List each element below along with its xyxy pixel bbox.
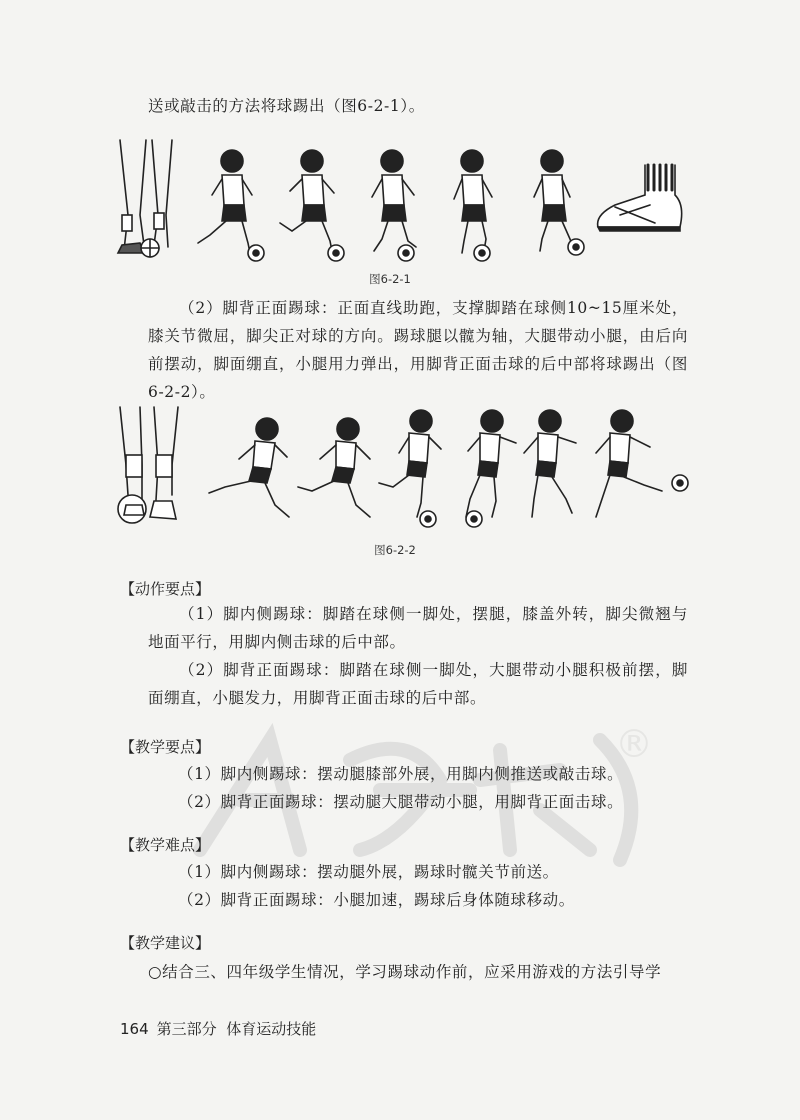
intro-line: 送或敲击的方法将球踢出（图6-2-1）。 (148, 97, 425, 115)
figure-6-2-2-caption: 图6-2-2 (374, 543, 416, 557)
figure-6-2-2-illustration (110, 405, 695, 540)
page-footer (120, 1018, 316, 1039)
teaching-difficulty-2: （2）脚背正面踢球：小腿加速，踢球后身体随球移动。 (178, 891, 575, 909)
registered-mark: ® (615, 722, 653, 766)
teaching-difficulty-1: （1）脚内侧踢球：摆动腿外展，踢球时髋关节前送。 (178, 863, 559, 881)
teaching-point-2: （2）脚背正面踢球：摆动腿大腿带动小腿，用脚背正面击球。 (178, 793, 624, 811)
section-heading-teaching-suggestions: 【教学建议】 (120, 934, 211, 952)
section-heading-action-points: 【动作要点】 (120, 580, 211, 598)
footer-part: 第三部分 (156, 1020, 217, 1038)
action-point-2: （2）脚背正面踢球：脚踏在球侧一脚处，大腿带动小腿积极前摆，脚面绷直，小腿发力，用脚背正面击球的后中部。 (148, 661, 688, 707)
footer-title: 体育运动技能 (226, 1020, 317, 1038)
kick-instep-description: （2）脚背正面踢球：正面直线助跑，支撑脚踏在球侧10~15厘米处，膝关节微屈，脚尖正对球的方向。踢球腿以髋为轴，大腿带动小腿，由后向前摆动，脚面绷直，小腿用力弹出，用脚背正面击球的后中部将球踢出（图6-2-2）。 (148, 299, 688, 401)
section-heading-teaching-difficulties: 【教学难点】 (120, 836, 211, 854)
teaching-point-1: （1）脚内侧踢球：摆动腿膝部外展，用脚内侧推送或敲击球。 (178, 765, 624, 783)
action-point-1: （1）脚内侧踢球：脚踏在球侧一脚处，摆腿，膝盖外转，脚尖微翘与地面平行，用脚内侧击球的后中部。 (148, 605, 688, 651)
figure-6-2-1-caption: 图6-2-1 (369, 272, 411, 286)
teaching-suggestion-1: ○结合三、四年级学生情况，学习踢球动作前，应采用游戏的方法引导学 (148, 963, 662, 981)
section-heading-teaching-points: 【教学要点】 (120, 738, 211, 756)
page-number: 164 (120, 1020, 149, 1038)
figure-6-2-1-illustration (110, 135, 695, 270)
